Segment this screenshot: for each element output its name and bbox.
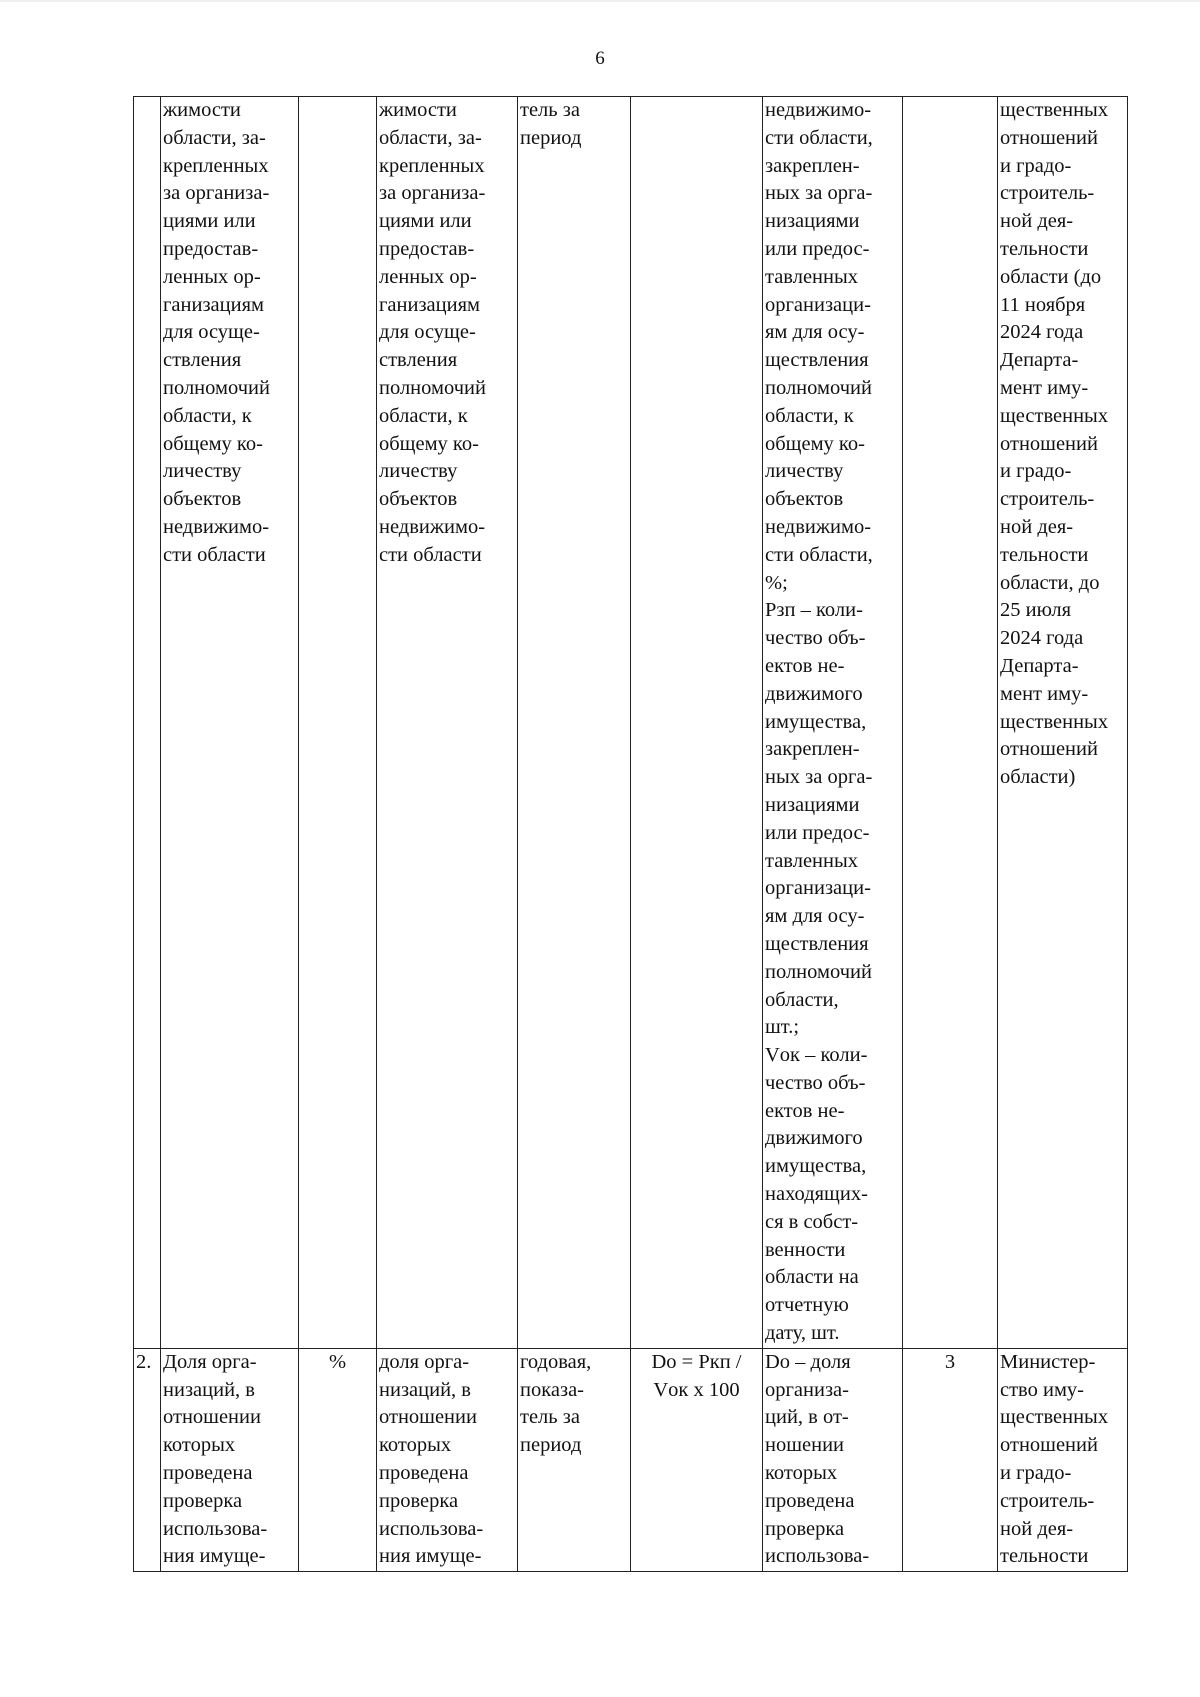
cell-responsible: Министер- ство иму- щественных отношений и градо- строитель- ной дея- тельности: [998, 1348, 1128, 1571]
cell-unit: %: [299, 1348, 377, 1571]
cell-periodicity: тель за период: [518, 97, 631, 1349]
scan-top-edge: [0, 0, 1200, 2]
table-row: [134, 97, 1128, 1349]
cell-indicator-name: Доля орга- низаций, в отношении которых проведена проверка использова- ния имуще-: [161, 1348, 299, 1571]
cell-definition: жимости области, за- крепленных за организа- циями или предостав- ленных ор- ганизациям для осуще- ствления полномочий области, к общему ко- личеству объектов недвижимо- сти области: [377, 97, 518, 1349]
cell-method: [903, 97, 998, 1349]
cell-variables: недвижимо- сти области, закреплен- ных за орга- низациями или предос- тавленных организаци- ям для осу- ществления полномочий области, к общему ко- личеству объектов недвижимо- сти области, %; Рзп – коли- чество объ- ектов не- движимого имущества, закреплен- ных за орга- низациями или предос- тавленных организаци- ям для осу- ществления полномочий области, шт.; Vок – коли- чество объ- ектов не- движимого имущества, находящих- ся в собст- венности области на отчетную дату, шт.: [763, 97, 903, 1349]
cell-variables: Do – доля организа- ций, в от- ношении которых проведена проверка использова-: [763, 1348, 903, 1571]
cell-unit: [299, 97, 377, 1349]
page-number: 6: [595, 48, 605, 69]
cell-definition: доля орга- низаций, в отношении которых проведена проверка использова- ния имуще-: [377, 1348, 518, 1571]
cell-num: 2.: [134, 1348, 161, 1571]
cell-periodicity: годовая, показа- тель за период: [518, 1348, 631, 1571]
cell-method: 3: [903, 1348, 998, 1571]
table-row: [134, 1348, 1128, 1571]
cell-indicator-name: жимости области, за- крепленных за организа- циями или предостав- ленных ор- ганизациям для осуще- ствления полномочий области, к общему ко- личеству объектов недвижимо- сти области: [161, 97, 299, 1349]
cell-num: [134, 97, 161, 1349]
cell-responsible: щественных отношений и градо- строитель- ной дея- тельности области (до 11 ноября 2024 года Дeпарта- мент иму- щественных отношений и градо- строитель- ной дея- тельности области, до 25 июля 2024 года Департа- мент иму- щественных отношений области): [998, 97, 1128, 1349]
cell-formula: [631, 97, 763, 1349]
indicator-table: [133, 96, 1128, 1572]
cell-formula: Do = Pкп / Vок x 100: [631, 1348, 763, 1571]
